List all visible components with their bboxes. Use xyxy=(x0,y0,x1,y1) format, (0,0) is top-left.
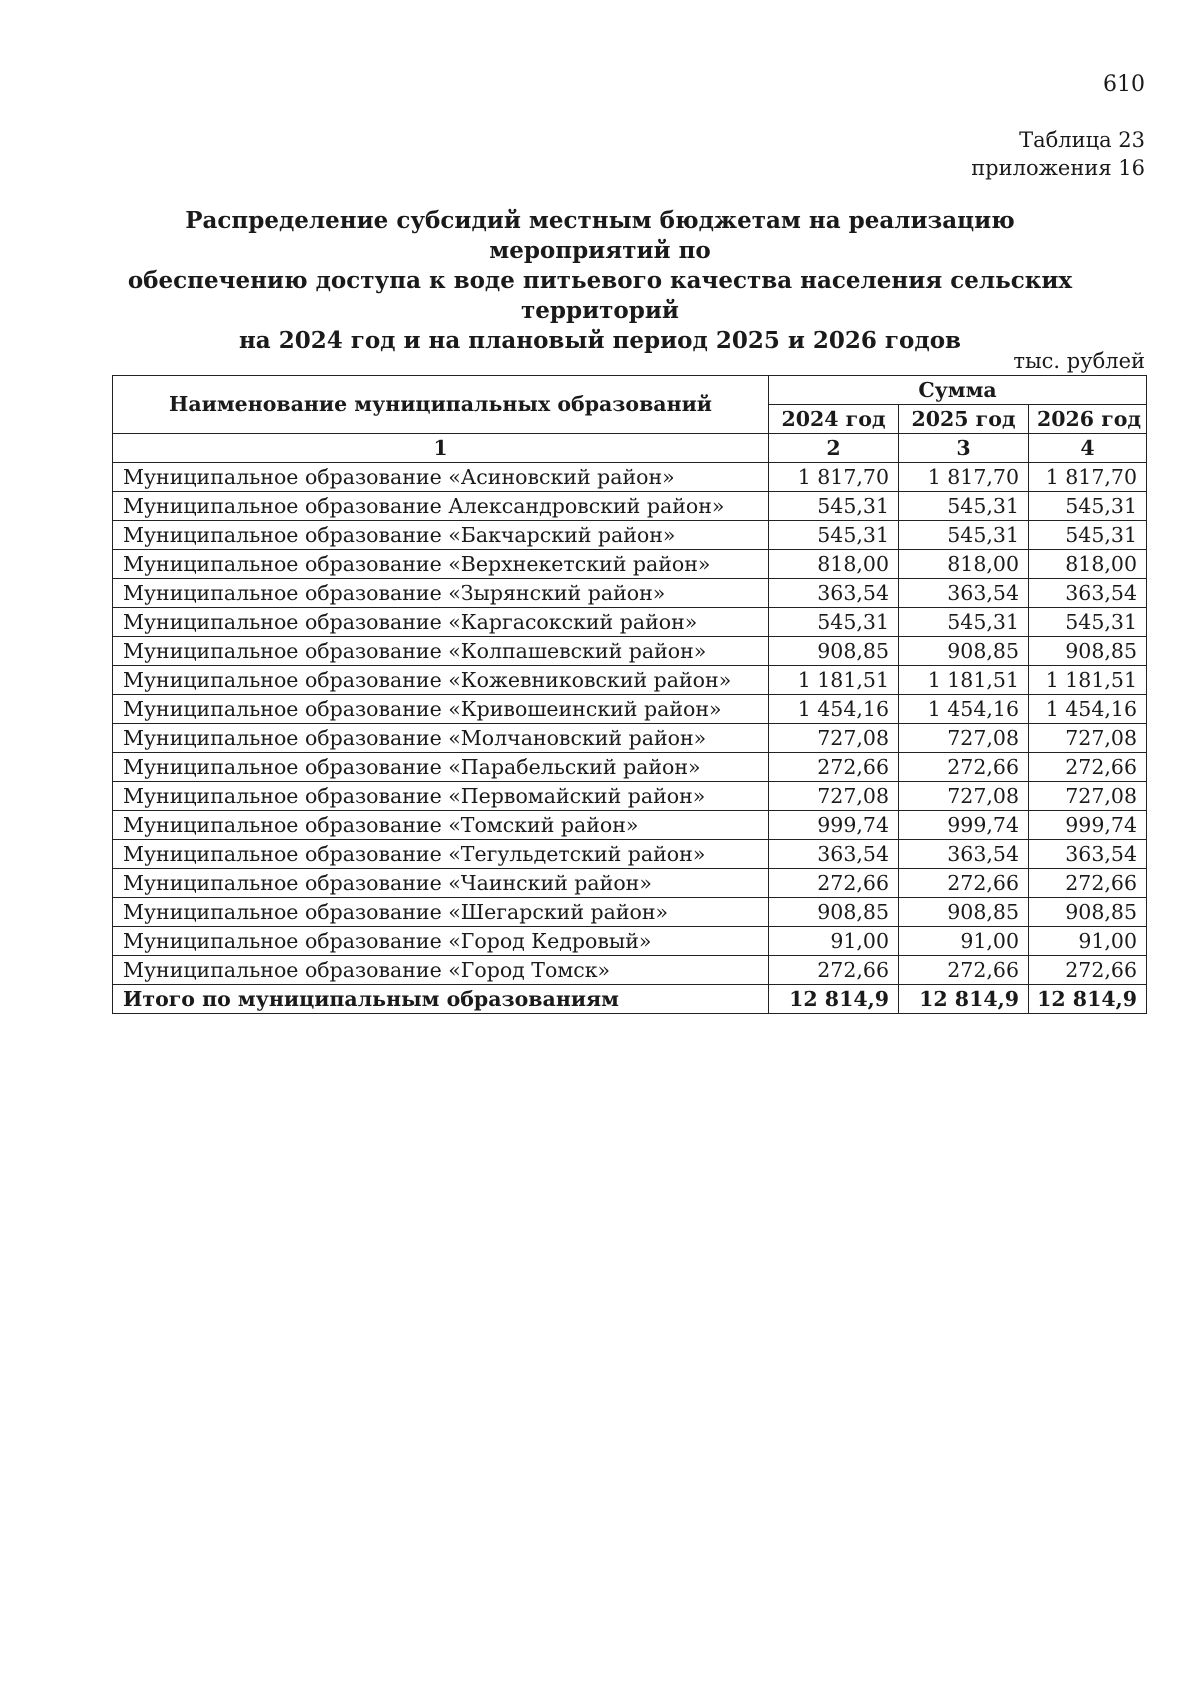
value-2025: 91,00 xyxy=(899,927,1029,956)
table-row xyxy=(113,956,1147,985)
table-reference-line1: Таблица 23 xyxy=(1019,128,1145,152)
value-2024: 363,54 xyxy=(769,840,899,869)
table-row xyxy=(113,753,1147,782)
table-row xyxy=(113,666,1147,695)
table-row xyxy=(113,898,1147,927)
title-line-2: обеспечению доступа к воде питьевого качества населения сельских территорий xyxy=(127,267,1073,324)
value-2025: 272,66 xyxy=(899,753,1029,782)
value-2024: 818,00 xyxy=(769,550,899,579)
municipality-name: Муниципальное образование «Асиновский район» xyxy=(113,463,769,492)
value-2026: 272,66 xyxy=(1029,753,1147,782)
value-2026: 91,00 xyxy=(1029,927,1147,956)
municipality-name: Муниципальное образование «Томский район» xyxy=(113,811,769,840)
value-2024: 91,00 xyxy=(769,927,899,956)
value-2026: 818,00 xyxy=(1029,550,1147,579)
total-2024: 12 814,9 xyxy=(769,985,899,1014)
municipality-name: Муниципальное образование «Чаинский район» xyxy=(113,869,769,898)
value-2024: 727,08 xyxy=(769,782,899,811)
table-row xyxy=(113,521,1147,550)
header-sum: Сумма xyxy=(769,376,1147,405)
value-2026: 999,74 xyxy=(1029,811,1147,840)
value-2024: 1 454,16 xyxy=(769,695,899,724)
value-2024: 272,66 xyxy=(769,956,899,985)
value-2024: 908,85 xyxy=(769,637,899,666)
value-2025: 272,66 xyxy=(899,869,1029,898)
value-2024: 363,54 xyxy=(769,579,899,608)
table-row xyxy=(113,782,1147,811)
municipality-name: Муниципальное образование «Парабельский район» xyxy=(113,753,769,782)
value-2025: 545,31 xyxy=(899,492,1029,521)
header-year-2024: 2024 год xyxy=(769,405,899,434)
municipality-name: Муниципальное образование «Кожевниковский район» xyxy=(113,666,769,695)
units-label: тыс. рублей xyxy=(1013,349,1145,373)
subsidy-table xyxy=(112,375,1147,1014)
total-2025: 12 814,9 xyxy=(899,985,1029,1014)
value-2025: 272,66 xyxy=(899,956,1029,985)
table-row xyxy=(113,608,1147,637)
table-reference xyxy=(971,126,1145,182)
value-2024: 545,31 xyxy=(769,492,899,521)
value-2026: 727,08 xyxy=(1029,782,1147,811)
value-2025: 1 454,16 xyxy=(899,695,1029,724)
value-2025: 727,08 xyxy=(899,724,1029,753)
value-2025: 545,31 xyxy=(899,608,1029,637)
value-2025: 818,00 xyxy=(899,550,1029,579)
value-2025: 545,31 xyxy=(899,521,1029,550)
municipality-name: Муниципальное образование «Кривошеинский район» xyxy=(113,695,769,724)
value-2025: 999,74 xyxy=(899,811,1029,840)
value-2026: 272,66 xyxy=(1029,869,1147,898)
page-number: 610 xyxy=(1103,72,1145,97)
value-2026: 545,31 xyxy=(1029,492,1147,521)
column-number-row xyxy=(113,434,1147,463)
value-2024: 272,66 xyxy=(769,753,899,782)
table-body xyxy=(113,463,1147,1014)
header-row-1 xyxy=(113,376,1147,405)
municipality-name: Муниципальное образование «Город Кедровый» xyxy=(113,927,769,956)
value-2024: 1 181,51 xyxy=(769,666,899,695)
document-title xyxy=(100,206,1100,356)
value-2026: 908,85 xyxy=(1029,637,1147,666)
value-2026: 545,31 xyxy=(1029,521,1147,550)
municipality-name: Муниципальное образование «Верхнекетский район» xyxy=(113,550,769,579)
table-row xyxy=(113,492,1147,521)
total-row xyxy=(113,985,1147,1014)
municipality-name: Муниципальное образование «Каргасокский район» xyxy=(113,608,769,637)
municipality-name: Муниципальное образование «Город Томск» xyxy=(113,956,769,985)
title-line-1: Распределение субсидий местным бюджетам на реализацию мероприятий по xyxy=(185,207,1015,264)
value-2025: 727,08 xyxy=(899,782,1029,811)
header-year-2026: 2026 год xyxy=(1029,405,1147,434)
header-municipality-name: Наименование муниципальных образований xyxy=(113,376,769,434)
value-2024: 1 817,70 xyxy=(769,463,899,492)
value-2026: 1 454,16 xyxy=(1029,695,1147,724)
value-2024: 999,74 xyxy=(769,811,899,840)
value-2024: 908,85 xyxy=(769,898,899,927)
value-2026: 1 181,51 xyxy=(1029,666,1147,695)
table-row xyxy=(113,579,1147,608)
title-line-3: на 2024 год и на плановый период 2025 и 2026 годов xyxy=(238,327,962,354)
municipality-name: Муниципальное образование «Шегарский район» xyxy=(113,898,769,927)
table-row xyxy=(113,637,1147,666)
municipality-name: Муниципальное образование Александровский район» xyxy=(113,492,769,521)
column-number-4: 4 xyxy=(1029,434,1147,463)
municipality-name: Муниципальное образование «Первомайский район» xyxy=(113,782,769,811)
municipality-name: Муниципальное образование «Колпашевский район» xyxy=(113,637,769,666)
value-2025: 1 181,51 xyxy=(899,666,1029,695)
value-2025: 363,54 xyxy=(899,579,1029,608)
table-row xyxy=(113,695,1147,724)
municipality-name: Муниципальное образование «Бакчарский район» xyxy=(113,521,769,550)
value-2026: 363,54 xyxy=(1029,840,1147,869)
table-row xyxy=(113,927,1147,956)
value-2026: 363,54 xyxy=(1029,579,1147,608)
table-row xyxy=(113,869,1147,898)
value-2024: 545,31 xyxy=(769,608,899,637)
value-2026: 1 817,70 xyxy=(1029,463,1147,492)
column-number-3: 3 xyxy=(899,434,1029,463)
value-2024: 272,66 xyxy=(769,869,899,898)
table-row xyxy=(113,811,1147,840)
value-2025: 363,54 xyxy=(899,840,1029,869)
value-2024: 545,31 xyxy=(769,521,899,550)
value-2026: 727,08 xyxy=(1029,724,1147,753)
column-number-1: 1 xyxy=(113,434,769,463)
header-year-2025: 2025 год xyxy=(899,405,1029,434)
table-row xyxy=(113,550,1147,579)
municipality-name: Муниципальное образование «Зырянский район» xyxy=(113,579,769,608)
value-2025: 1 817,70 xyxy=(899,463,1029,492)
value-2026: 272,66 xyxy=(1029,956,1147,985)
table-row xyxy=(113,463,1147,492)
value-2025: 908,85 xyxy=(899,637,1029,666)
municipality-name: Муниципальное образование «Молчановский район» xyxy=(113,724,769,753)
value-2024: 727,08 xyxy=(769,724,899,753)
table-row xyxy=(113,724,1147,753)
column-number-2: 2 xyxy=(769,434,899,463)
value-2025: 908,85 xyxy=(899,898,1029,927)
value-2026: 545,31 xyxy=(1029,608,1147,637)
table-reference-line2: приложения 16 xyxy=(971,156,1145,180)
total-2026: 12 814,9 xyxy=(1029,985,1147,1014)
table-row xyxy=(113,840,1147,869)
total-label: Итого по муниципальным образованиям xyxy=(113,985,769,1014)
value-2026: 908,85 xyxy=(1029,898,1147,927)
municipality-name: Муниципальное образование «Тегульдетский район» xyxy=(113,840,769,869)
